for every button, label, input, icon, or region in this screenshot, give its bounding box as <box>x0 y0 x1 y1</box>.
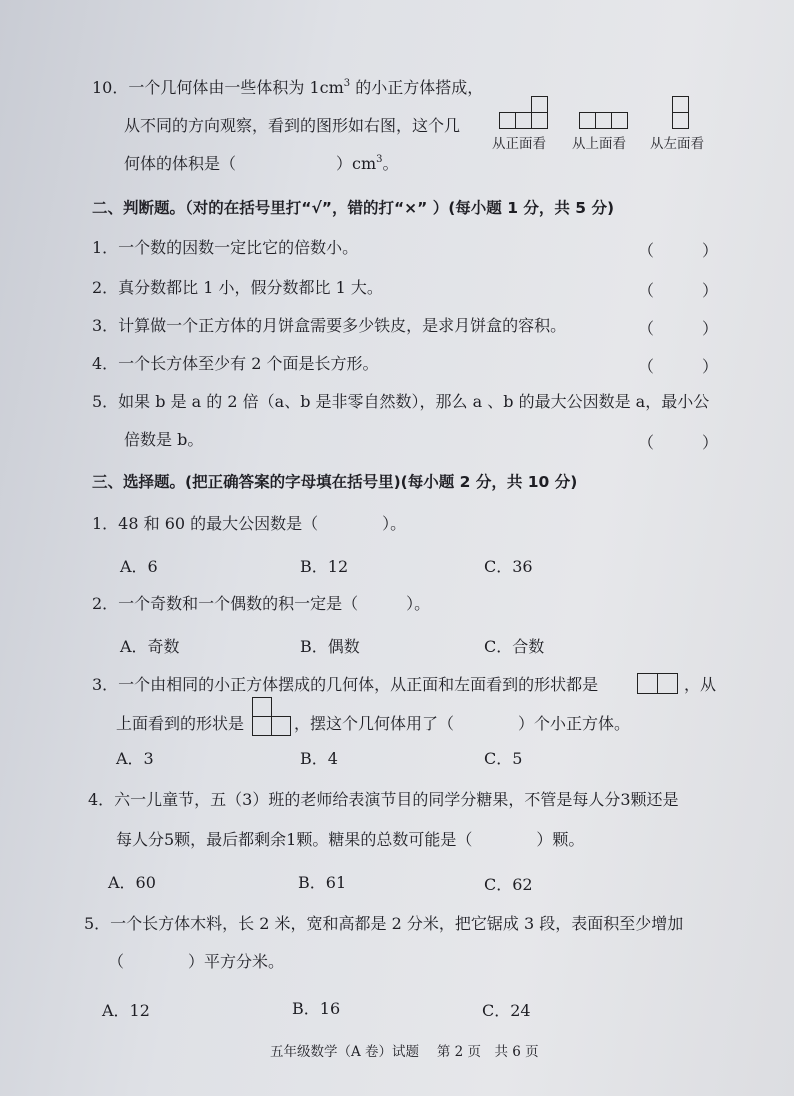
choice-q1-text: 1．48 和 60 的最大公因数是（ ）。 <box>92 514 407 533</box>
judge-answer-3[interactable]: （ ） <box>638 319 719 338</box>
choice-q5-line1: 5．一个长方体木料，长 2 米，宽和高都是 2 分米，把它锯成 3 段，表面积至少增加 <box>84 914 684 933</box>
judge-answer-2[interactable]: （ ） <box>638 281 719 300</box>
choice-q1-option-c[interactable]: C．36 <box>484 557 533 576</box>
judge-answer-5[interactable]: （ ） <box>638 433 719 452</box>
judge-item-1: 1．一个数的因数一定比它的倍数小。 <box>92 238 359 257</box>
q10-line3 <box>124 154 399 174</box>
q10-line3-sup: 3 <box>376 154 383 165</box>
judge-item-4: 4．一个长方体至少有 2 个面是长方形。 <box>92 354 379 373</box>
q10-line3-c: 。 <box>382 154 399 173</box>
choice-q3-line2-b: ，摆这个几何体用了（ ）个小正方体。 <box>294 714 631 733</box>
section3-title: 三、选择题。(把正确答案的字母填在括号里)(每小题 2 分，共 10 分) <box>92 473 578 491</box>
judge-item-3: 3．计算做一个正方体的月饼盒需要多少铁皮，是求月饼盒的容积。 <box>92 316 567 335</box>
choice-q5-line2: （ ）平方分米。 <box>108 952 285 971</box>
q10-line1 <box>92 78 483 98</box>
choice-q3-line2-a: 上面看到的形状是 <box>116 714 245 733</box>
choice-q2-option-b[interactable]: B．偶数 <box>300 637 360 656</box>
choice-q4-line2: 每人分5颗，最后都剩余1颗。糖果的总数可能是（ ）颗。 <box>116 830 585 849</box>
choice-q2-text: 2．一个奇数和一个偶数的积一定是（ ）。 <box>92 594 431 613</box>
q10-text-b: 的小正方体搭成， <box>350 78 484 97</box>
q10-line3-a: 何体的体积是（ <box>124 154 237 173</box>
judge-answer-1[interactable]: （ ） <box>638 241 719 260</box>
choice-q3-line1-end: ，从 <box>684 675 717 694</box>
choice-q4-line1: 4．六一儿童节，五（3）班的老师给表演节目的同学分糖果，不管是每人分3颗还是 <box>88 790 679 809</box>
top-view-label: 从上面看 <box>572 136 626 152</box>
q10-line3-b: ）cm <box>336 154 377 173</box>
three-views-figure <box>492 92 722 152</box>
section2-title: 二、判断题。（对的在括号里打“√”，错的打“×” ）(每小题 1 分，共 5 分) <box>92 199 615 217</box>
choice-q3-option-a[interactable]: A．3 <box>116 749 154 768</box>
choice-q5-option-a[interactable]: A．12 <box>102 1001 150 1020</box>
choice-q5-option-c[interactable]: C．24 <box>482 1001 531 1020</box>
judge-item-2: 2．真分数都比 1 小，假分数都比 1 大。 <box>92 278 383 297</box>
choice-q4-option-a[interactable]: A．60 <box>108 873 156 892</box>
choice-q3-option-b[interactable]: B．4 <box>300 749 338 768</box>
judge-item-5: 5．如果 b 是 a 的 2 倍（a、b 是非零自然数），那么 a 、b 的最大公因数是 a，最小公 <box>92 392 710 411</box>
page-footer: 五年级数学（A 卷）试题 第 2 页 共 6 页 <box>270 1044 539 1060</box>
q10-sup: 3 <box>343 78 351 89</box>
choice-q2-option-a[interactable]: A．奇数 <box>120 637 180 656</box>
choice-q4-option-b[interactable]: B．61 <box>298 873 347 892</box>
judge-item-5-cont: 倍数是 b。 <box>124 430 204 449</box>
front-view-label: 从正面看 <box>492 136 546 152</box>
choice-q1-option-b[interactable]: B．12 <box>300 557 349 576</box>
choice-q4-option-c[interactable]: C．62 <box>484 875 533 894</box>
choice-q5-option-b[interactable]: B．16 <box>292 999 341 1018</box>
choice-q2-option-c[interactable]: C．合数 <box>484 637 545 656</box>
choice-q3-line1: 3．一个由相同的小正方体摆成的几何体，从正面和左面看到的形状都是 <box>92 675 599 694</box>
choice-q3-option-c[interactable]: C．5 <box>484 749 523 768</box>
q10-text-a: 10．一个几何体由一些体积为 1cm <box>92 78 344 97</box>
judge-answer-4[interactable]: （ ） <box>638 357 719 376</box>
q10-line2: 从不同的方向观察，看到的图形如右图，这个几 <box>124 116 461 135</box>
choice-q1-option-a[interactable]: A．6 <box>120 557 158 576</box>
left-view-label: 从左面看 <box>650 136 704 152</box>
